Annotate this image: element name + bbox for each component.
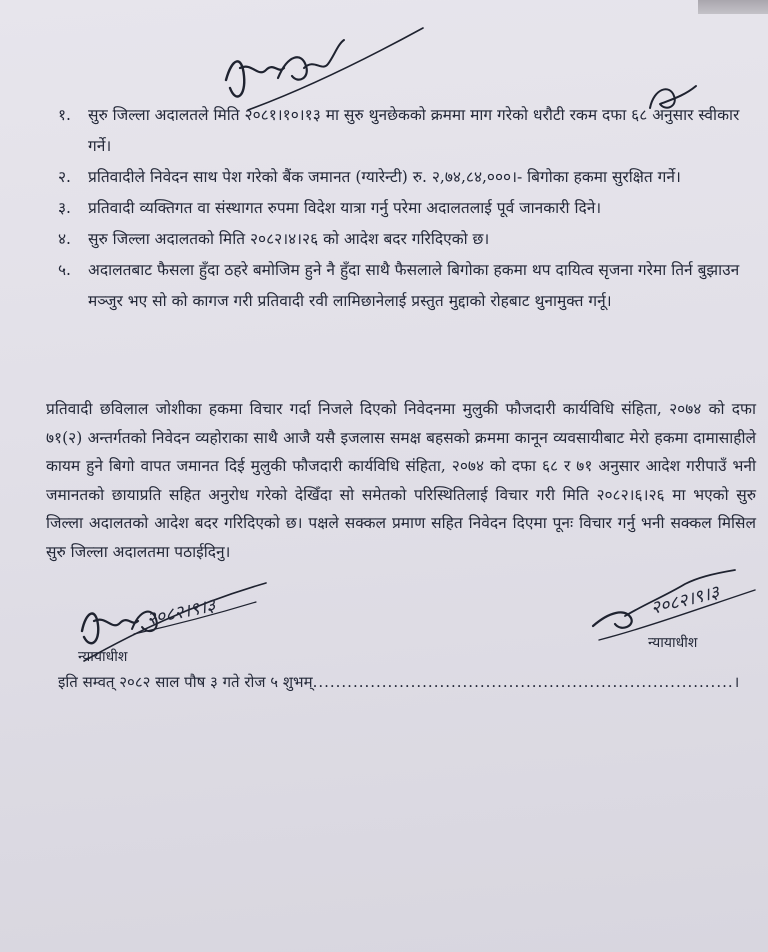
order-number: १. <box>58 106 71 124</box>
order-text: प्रतिवादी व्यक्तिगत वा संस्थागत रुपमा विदेश यात्रा गर्नु परेमा अदालतलाई पूर्व जानकारी दिने। <box>88 199 602 217</box>
order-list <box>58 100 758 317</box>
order-item <box>58 162 758 193</box>
order-item <box>58 224 758 255</box>
dotted-leader: ......................................................................... <box>312 673 734 691</box>
closing-date-line <box>58 672 748 692</box>
order-text: अदालतबाट फैसला हुँदा ठहरे बमोजिम हुने नै हुँदा साथै फैसलाले बिगोका हकमा थप दायित्व सृजना गरेमा तिर्न बुझाउन मञ्जुर भए सो को कागज गरी प्रतिवादी रवी लामिछानेलाई प्रस्तुत मुद्दाको रोहबाट थुनामुक्त गर्नू। <box>88 261 740 310</box>
right-signature-date: २०८२।९।३ <box>648 581 722 620</box>
order-item <box>58 255 758 317</box>
right-judge-title: न्यायाधीश <box>648 635 698 651</box>
order-text: प्रतिवादीले निवेदन साथ पेश गरेको बैंक जमानत (ग्यारेन्टी) रु. २,७४,८४,०००।- बिगोका हकमा सुरक्षित गर्ने। <box>88 168 681 186</box>
order-item <box>58 100 758 162</box>
order-number: २. <box>58 168 71 186</box>
order-text: सुरु जिल्ला अदालतको मिति २०८२।४।२६ को आदेश बदर गरिदिएको छ। <box>88 230 490 248</box>
order-number: ४. <box>58 230 71 248</box>
closing-date-text: इति सम्वत् २०८२ साल पौष ३ गते रोज ५ शुभम् <box>58 673 313 691</box>
left-judge-title: न्यायाधीश <box>78 649 128 665</box>
order-item <box>58 193 758 224</box>
order-text: सुरु जिल्ला अदालतले मिति २०८१।१०।१३ मा सुरु थुनछेकको क्रममा माग गरेको धरौटी रकम दफा ६८ अनुसार स्वीकार गर्ने। <box>88 106 740 155</box>
judgement-paragraph: प्रतिवादी छविलाल जोशीका हकमा विचार गर्दा निजले दिएको निवेदनमा मुलुकी फौजदारी कार्यविधि संहिता, २०७४ को दफा ७१(२) अन्तर्गतको निवेदन व्यहोराका साथै आजै यसै इजलास समक्ष बहसको क्रममा कानून व्यवसायीबाट मेरो हकमा दामासाहीले कायम हुने बिगो वापत जमानत दिई मुलुकी फौजदारी कार्यविधि संहिता, २०७४ को दफा ६८ र ७१ अनुसार आदेश गरीपाउँ भनी जमानतको छायाप्रति सहित अनुरोध गरेको देखिँदा सो समेतको परिस्थितिलाई विचार गरी मिति २०८२।६।२६ मा भएको सुरु जिल्ला अदालतको आदेश बदर गरिदिएको छ। पक्षले सक्कल प्रमाण सहित निवेदन दिएमा पूनः विचार गर्नु भनी सक्कल मिसिल सुरु जिल्ला अदालतमा पठाईदिनु। <box>46 400 756 561</box>
page-corner-shadow <box>698 0 768 14</box>
order-number: ३. <box>58 199 71 217</box>
order-number: ५. <box>58 261 71 279</box>
left-signature-date: २०८२।९।३ <box>144 594 218 631</box>
closing-date-end: । <box>733 673 740 691</box>
